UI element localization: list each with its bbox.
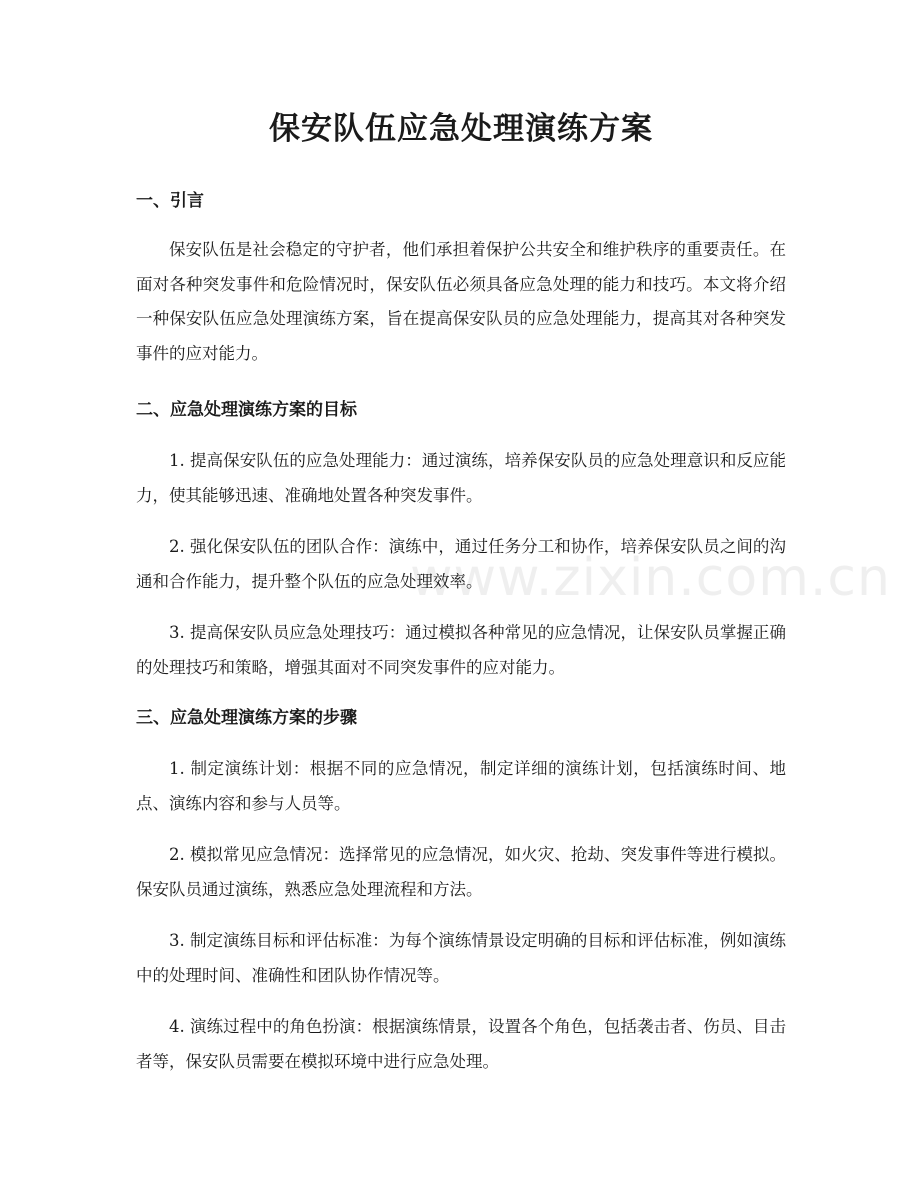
list-item: 3. 提高保安队员应急处理技巧：通过模拟各种常见的应急情况，让保安队员掌握正确的处理技巧和策略，增强其面对不同突发事件的应对能力。 (136, 623, 786, 677)
list-item: 1. 提高保安队伍的应急处理能力：通过演练，培养保安队员的应急处理意识和反应能力，使其能够迅速、准确地处置各种突发事件。 (136, 451, 786, 505)
list-item: 1. 制定演练计划：根据不同的应急情况，制定详细的演练计划，包括演练时间、地点、演练内容和参与人员等。 (136, 759, 786, 813)
paragraph: 保安队伍是社会稳定的守护者，他们承担着保护公共安全和维护秩序的重要责任。在面对各种突发事件和危险情况时，保安队伍必须具备应急处理的能力和技巧。本文将介绍一种保安队伍应急处理演练方案，旨在提高保安队员的应急处理能力，提高其对各种突发事件的应对能力。 (136, 240, 786, 363)
section-heading-goals: 二、应急处理演练方案的目标 (136, 400, 357, 420)
list-item: 2. 强化保安队伍的团队合作：演练中，通过任务分工和协作，培养保安队员之间的沟通和合作能力，提升整个队伍的应急处理效率。 (136, 537, 786, 591)
section-heading-steps: 三、应急处理演练方案的步骤 (136, 708, 357, 728)
page-title: 保安队伍应急处理演练方案 (269, 111, 653, 147)
list-item: 4. 演练过程中的角色扮演：根据演练情景，设置各个角色，包括袭击者、伤员、目击者等，保安队员需要在模拟环境中进行应急处理。 (136, 1017, 786, 1071)
list-item: 3. 制定演练目标和评估标准：为每个演练情景设定明确的目标和评估标准，例如演练中的处理时间、准确性和团队协作情况等。 (136, 931, 786, 985)
watermark: www.zixin.com.cn (410, 548, 891, 608)
list-item: 2. 模拟常见应急情况：选择常见的应急情况，如火灾、抢劫、突发事件等进行模拟。保安队员通过演练，熟悉应急处理流程和方法。 (136, 845, 786, 899)
section-heading-introduction: 一、引言 (136, 191, 204, 211)
